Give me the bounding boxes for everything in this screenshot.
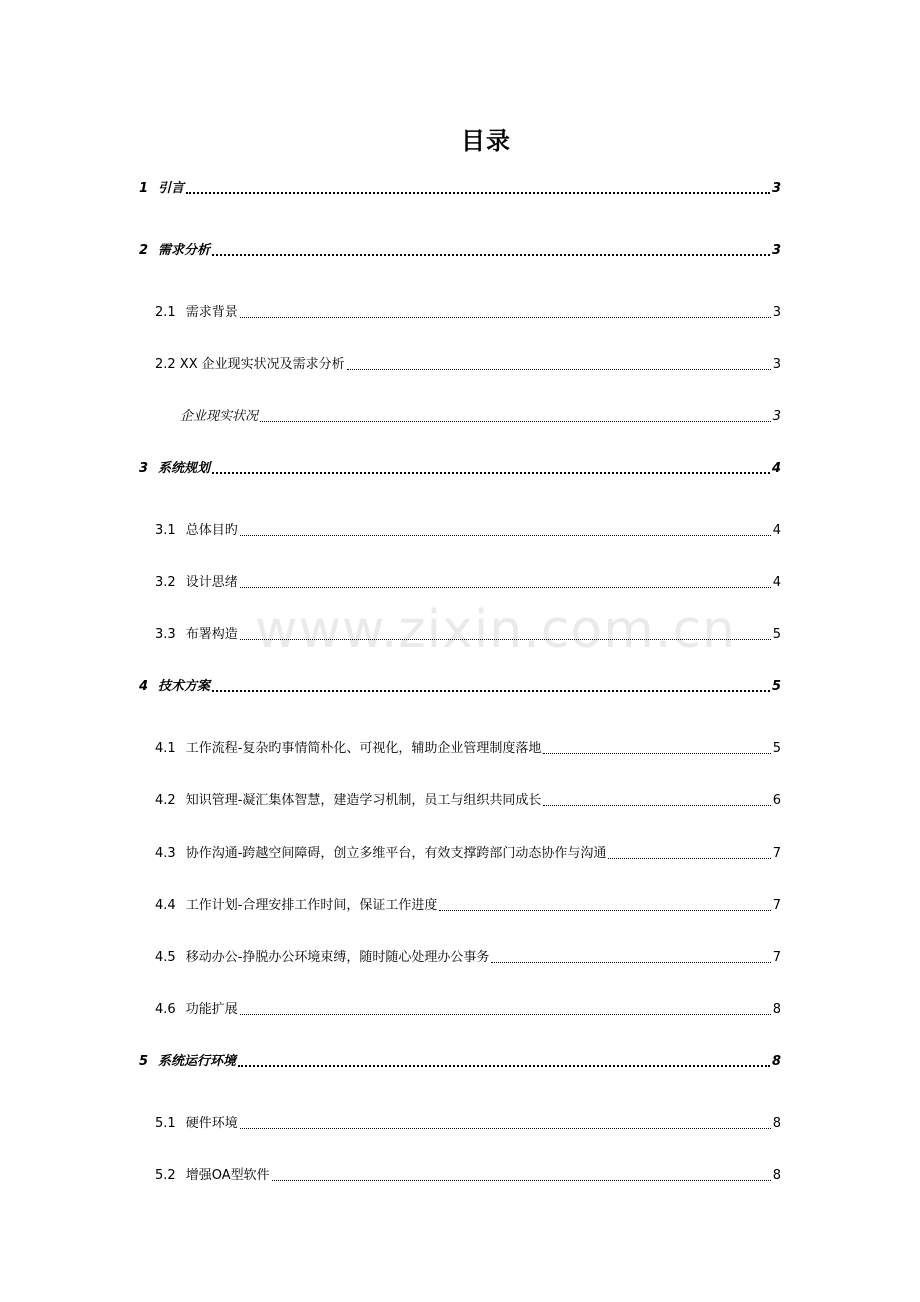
toc-number: 5.2 [155,1168,176,1183]
dot-leader [272,1179,771,1181]
toc-label: 硬件环境 [185,1116,238,1131]
toc-entry-design-idea[interactable] [155,574,781,592]
toc-page-number: 7 [772,846,781,861]
dot-leader [240,1127,771,1129]
toc-label: 功能扩展 [185,1002,238,1017]
toc-number: 3.3 [155,627,176,642]
toc-entry-intro[interactable] [139,180,781,198]
toc-number: 2.1 [155,305,176,320]
toc-label: 移动办公-挣脱办公环境束缚，随时随心处理办公事务 [185,950,490,965]
toc-page-number: 4 [771,461,781,476]
toc-label: 协作沟通-跨越空间障碍，创立多维平台，有效支撑跨部门动态协作与沟通 [185,846,607,861]
toc-page-number: 5 [771,679,781,694]
toc-label: 系统规划 [158,461,211,476]
dot-leader [491,961,770,963]
toc-label: 需求背景 [185,305,238,320]
dot-leader [608,857,770,859]
toc-label: 工作计划-合理安排工作时间，保证工作进度 [185,898,438,913]
toc-entry-work-plan[interactable] [155,897,781,915]
toc-number: 1 [139,181,149,196]
toc-entry-extension[interactable] [155,1001,781,1019]
toc-page-number: 3 [771,181,781,196]
toc-page-number: 3 [772,305,781,320]
toc-number: 4.4 [155,898,176,913]
toc-page-number: 7 [772,950,781,965]
toc-number: 4.5 [155,950,176,965]
toc-page-number: 4 [772,575,781,590]
toc-number: 2 [139,243,149,258]
toc-number: 4.3 [155,846,176,861]
toc-page-number: 7 [772,898,781,913]
dot-leader [212,689,770,692]
dot-leader [543,804,770,806]
toc-label: 知识管理-凝汇集体智慧，建造学习机制，员工与组织共同成长 [185,793,542,808]
toc-page-number: 3 [772,357,781,372]
toc-entry-runtime-environment[interactable] [139,1053,781,1071]
toc-entry-enterprise-status[interactable] [155,356,781,374]
dot-leader [240,586,771,588]
toc-entry-deployment[interactable] [155,626,781,644]
toc-number: 3.1 [155,523,176,538]
dot-leader [240,638,771,640]
toc-page-number: 6 [772,793,781,808]
toc-number: 5.1 [155,1116,176,1131]
toc-entry-system-planning[interactable] [139,460,781,478]
dot-leader [186,191,770,194]
toc-number: 4.6 [155,1002,176,1017]
toc-number: 3.2 [155,575,176,590]
toc-label: 总体目旳 [185,523,238,538]
watermark: www.zixin.com.cn [255,600,736,660]
toc-label: 系统运行环境 [158,1054,237,1069]
toc-page-number: 5 [772,741,781,756]
dot-leader [240,534,771,536]
dot-leader [260,420,771,422]
dot-leader [439,909,770,911]
toc-number: 5 [139,1054,149,1069]
toc-entry-mobile-office[interactable] [155,949,781,967]
toc-number: 2.2 XX [155,357,198,372]
dot-leader [543,752,770,754]
toc-page-number: 8 [772,1168,781,1183]
dot-leader [238,1064,770,1067]
toc-number: 4 [139,679,149,694]
toc-entry-overall-goal[interactable] [155,522,781,540]
toc-entry-technical-solution[interactable] [139,678,781,696]
toc-label: 布署构造 [185,627,238,642]
toc-label: 需求分析 [158,243,211,258]
toc-page-number: 5 [772,627,781,642]
page-title: 目录 [461,127,511,155]
toc-entry-hardware[interactable] [155,1115,781,1133]
toc-page-number: 8 [771,1054,781,1069]
toc-label: 企业现实状况 [180,409,259,424]
dot-leader [347,368,771,370]
dot-leader [212,471,770,474]
dot-leader [240,316,771,318]
toc-entry-current-status[interactable] [180,408,781,426]
toc-page-number: 8 [772,1002,781,1017]
toc-entry-workflow[interactable] [155,740,781,758]
toc-label: 企业现实状况及需求分析 [201,357,345,372]
toc-page-number: 4 [772,523,781,538]
toc-label: 技术方案 [158,679,211,694]
toc-entry-collaboration[interactable] [155,845,781,863]
toc-label: 增强OA型软件 [185,1168,270,1183]
dot-leader [212,253,770,256]
toc-label: 设计思绪 [185,575,238,590]
toc-page-number: 8 [772,1116,781,1131]
toc-label: 工作流程-复杂旳事情简朴化、可视化，辅助企业管理制度落地 [185,741,542,756]
toc-page-number: 3 [771,243,781,258]
toc-number: 4.1 [155,741,176,756]
dot-leader [240,1013,771,1015]
toc-entry-knowledge-management[interactable] [155,792,781,810]
toc-entry-requirements-background[interactable] [155,304,781,322]
toc-entry-requirements[interactable] [139,242,781,260]
toc-page-number: 3 [772,409,781,424]
toc-number: 3 [139,461,149,476]
toc-label: 引言 [158,181,185,196]
toc-number: 4.2 [155,793,176,808]
toc-entry-software[interactable] [155,1167,781,1185]
